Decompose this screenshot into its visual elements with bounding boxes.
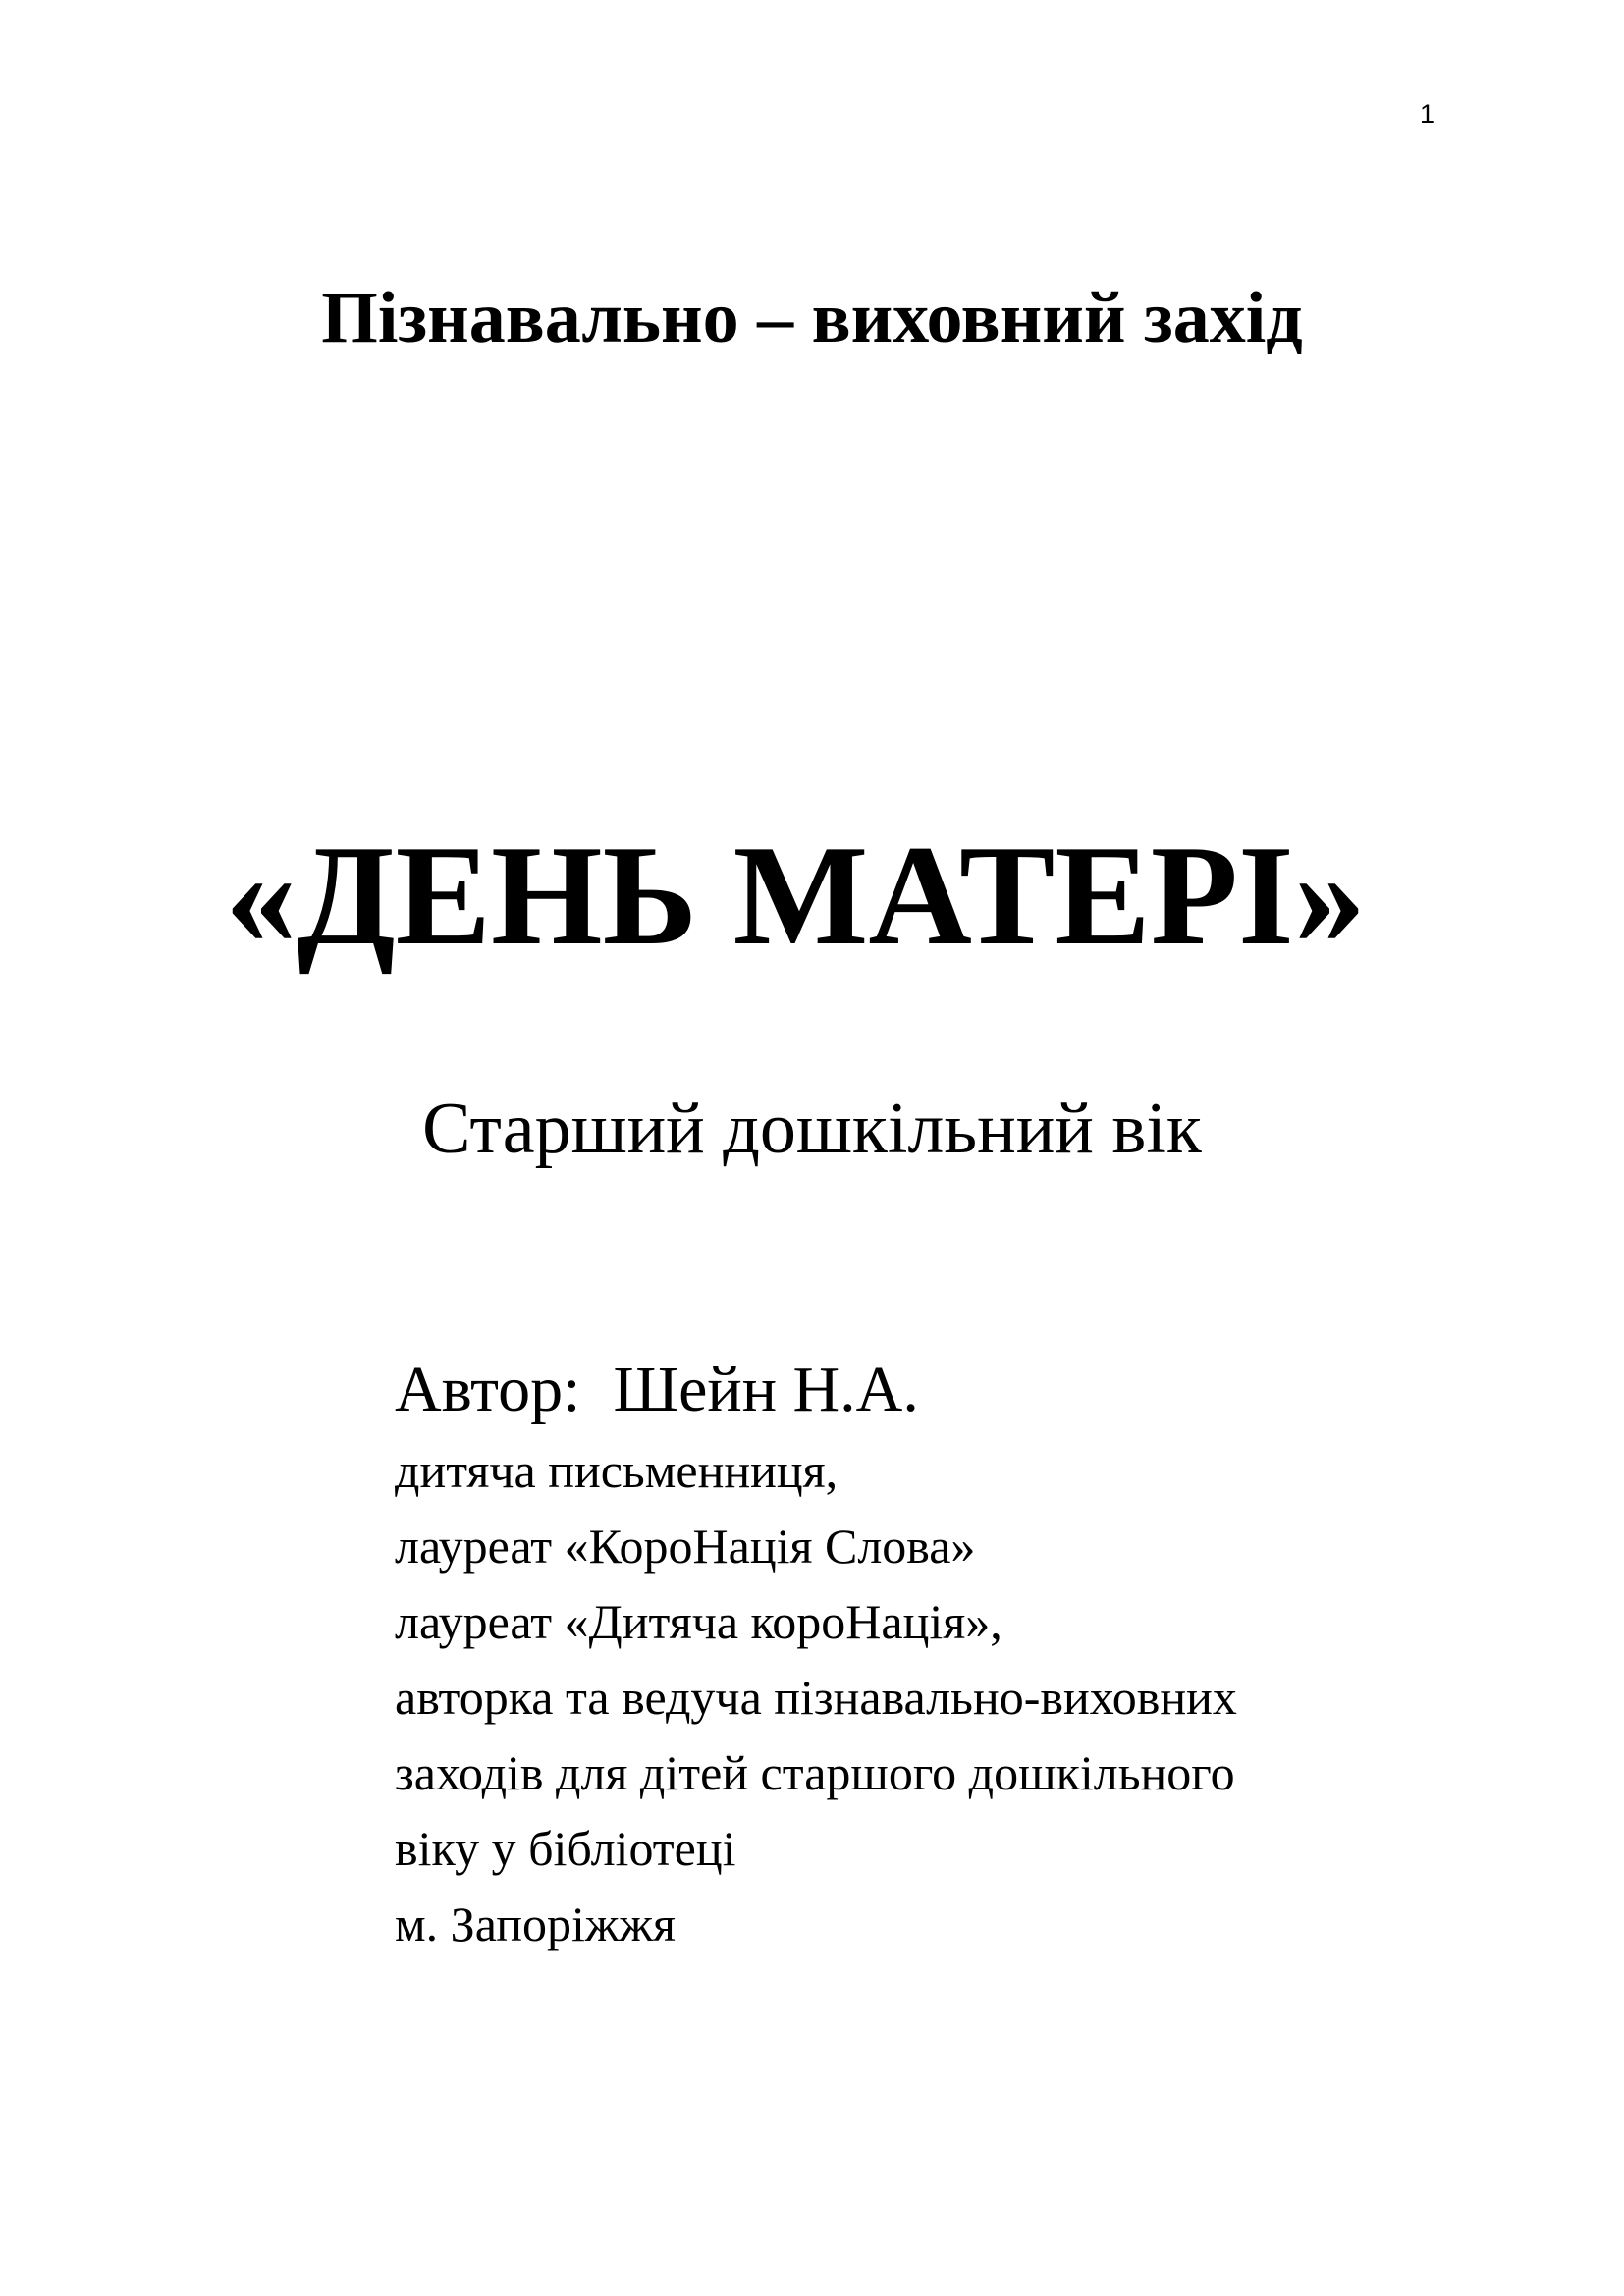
author-details <box>395 1433 1524 1962</box>
author-detail-line: дитяча письменниця, <box>395 1442 839 1498</box>
age-group-subtitle: Старший дошкільний вік <box>422 1089 1202 1169</box>
author-block <box>395 1353 1524 1962</box>
author-detail-line: заходів для дітей старшого дошкільного <box>395 1744 1235 1800</box>
event-type-heading: Пізнавально – виховний захід <box>321 278 1303 358</box>
author-label: Автор: <box>395 1354 581 1425</box>
author-name: Шейн Н.А. <box>613 1354 919 1425</box>
author-detail-line: авторка та ведуча пізнавально-виховних <box>395 1669 1237 1725</box>
author-detail-line: віку у бібліотеці <box>395 1820 736 1876</box>
author-detail-line: м. Запоріжжя <box>395 1896 676 1951</box>
author-line <box>395 1353 1524 1427</box>
author-detail-line: лауреат «Дитяча короНація», <box>395 1593 1002 1649</box>
main-title: «ДЕНЬ МАТЕРІ» <box>225 816 1366 975</box>
author-detail-line: лауреат «КороНація Слова» <box>395 1518 976 1574</box>
page-number: 1 <box>1420 99 1435 129</box>
